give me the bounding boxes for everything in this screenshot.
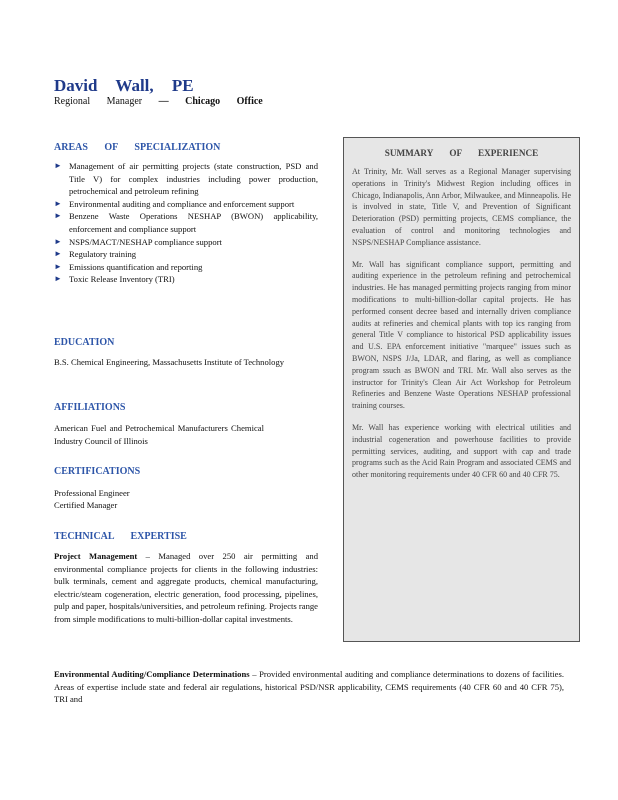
area-item-text: Toxic Release Inventory (TRI) (69, 274, 175, 285)
area-item-text: Environmental auditing and compliance and enforcement support (69, 198, 295, 209)
area-item (54, 261, 318, 274)
area-item (54, 210, 318, 235)
summary-box (343, 137, 580, 642)
affiliations-heading: AFFILIATIONS (54, 402, 126, 413)
certification-2: Certified Manager (54, 500, 118, 510)
summary-paragraph-1: At Trinity, Mr. Wall serves as a Regional Manager supervising operations in Trinity's Midwest Region including offices in Chicago, Indianapolis, Ann Arbor, Milwaukee, and Minneapolis. He is involved in state, Title V, and Prevention of Significant Deterioration (PSD) permitting projects, CEMS compliance, the evaluation of control and monitoring technologies and NSPS/NESHAP Compliance assistance. (352, 167, 571, 247)
area-item-text: NSPS/MACT/NESHAP compliance support (69, 236, 222, 247)
area-item (54, 236, 318, 249)
arrow-bullet-icon: ► (54, 274, 62, 284)
project-management-label: Project Management (54, 551, 138, 561)
office-text: — Chicago Office (158, 96, 263, 107)
arrow-bullet-icon: ► (54, 161, 62, 170)
area-item-text: Regulatory training (69, 249, 137, 260)
arrow-bullet-icon: ► (54, 261, 62, 271)
education-text: B.S. Chemical Engineering, Massachusetts Institute of Technology (54, 357, 285, 367)
environmental-paragraph (54, 668, 564, 706)
summary-heading: SUMMARY OF EXPERIENCE (384, 148, 539, 158)
area-item (54, 160, 318, 198)
summary-paragraph-2: Mr. Wall has significant compliance support, permitting and auditing experience in the petroleum refining and petrochemical industries. He has managed permitting projects ranging from minor modifications to multi-billion-dollar capital projects. He has performed consent decree based and internally driven compliance audits at refineries and chemical plants with top ics ranging from general Title V compliance to historical PSD applicability issues and U.S. EPA enforcement initiative "marquee" issues such as BWON, NSPS J/Ja, LDAR, and flaring, as well as compliance program ssuch as BWON and TRI. Mr. Wall also serves as the instructor for Trinity's Clean Air Act Workshop for Petroleum Refineries and Benzene Waste Operations NESHAP professional training courses. (352, 259, 571, 411)
area-item-text: Management of air permitting projects (state construction, PSD and Title V) for complex industries including power production, petrochemical and petroleum refining (69, 161, 318, 197)
arrow-bullet-icon: ► (54, 236, 62, 246)
project-management-paragraph (54, 550, 318, 626)
summary-paragraph-3: Mr. Wall has experience working with electrical utilities and industrial cogeneration and powerhouse facilities to provide permitting services, auditing, and support with cap and trade programs such as the Acid Rain Program and associated CEMS and other monitoring requirements under 40 CFR 60 and 40 CFR 75. (352, 422, 571, 480)
areas-heading: AREAS OF SPECIALIZATION (54, 142, 221, 153)
certification-1: Professional Engineer (54, 488, 130, 498)
project-management-text: – Managed over 250 air permitting and environmental compliance projects for clients in the following industries: bulk terminals, cement and aggregate products, chemical manufacturing, electric/steam cogeneration, electric generation, food processing, pipelines, pulp and paper, hospitals/universities, and petroleum refining. Projects range from simple modifications to multi-billion-dollar capital investments. (54, 551, 319, 624)
role-text: Regional Manager (54, 96, 143, 107)
person-name: David Wall, PE (54, 76, 194, 95)
affiliations-text: American Fuel and Petrochemical Manufacturers Chemical Industry Council of Illinois (54, 423, 264, 446)
area-item-text: Emissions quantification and reporting (69, 261, 203, 272)
areas-list (54, 160, 318, 286)
area-item (54, 248, 318, 261)
area-item-text: Benzene Waste Operations NESHAP (BWON) applicability, enforcement and compliance support (69, 211, 318, 234)
education-heading: EDUCATION (54, 337, 115, 348)
arrow-bullet-icon: ► (54, 249, 62, 259)
job-title (54, 96, 263, 107)
environmental-text: – Provided environmental auditing and compliance determinations to dozens of facilities. Areas of expertise include state and federal air regulations, historical PSD/NSR applicability, CEMS requirements (40 CFR 60 and 40 CFR 75), TRI and (54, 669, 564, 705)
arrow-bullet-icon: ► (54, 198, 62, 208)
arrow-bullet-icon: ► (54, 211, 62, 221)
area-item (54, 198, 318, 211)
environmental-label: Environmental Auditing/Compliance Determinations (54, 669, 250, 679)
certifications-heading: CERTIFICATIONS (54, 466, 141, 477)
technical-heading: TECHNICAL EXPERTISE (54, 531, 187, 542)
area-item (54, 273, 318, 286)
